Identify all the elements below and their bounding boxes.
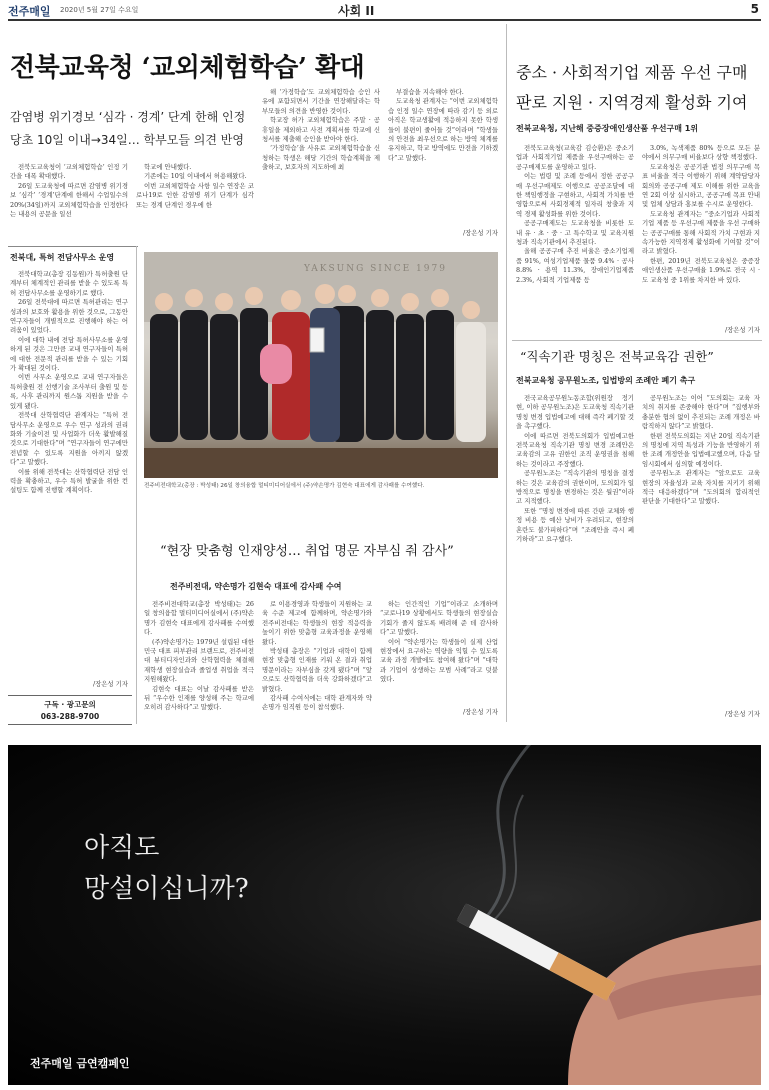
column-divider bbox=[506, 24, 507, 722]
subscribe-box bbox=[8, 695, 132, 725]
lead-col-3: 해 ‘가정학습’도 교외체험학습 승인 사유에 포함되면서 기간을 연장해달라는 학부모들의 의견을 반영한 것이다. 학교장 허가 교외체험학습은 주말 · 공휴일을 제외하고 사전 계획서를 학교에 신청서를 제출해 승인을 받아야 한다. ‘가정학습’을 사유로 교외체험학습을 신청하는 학생은 해당 기간의 학습계획을 제출하고, 보호자의 지도하에 최 bbox=[262, 88, 380, 172]
section-name: 사회 II bbox=[338, 4, 375, 18]
lead-col-2: 학교에 안내했다. 기존에는 10일 이내에서 허용해왔다. 이번 교외체험학습 사항 일수 연장은 코로나19로 인한 감염병 위기 단계가 심각 또는 경계 단계인 경우에 한 bbox=[136, 163, 254, 209]
right-top-subhead: 전북교육청, 지난해 중증장애인생산품 우선구매 1위 bbox=[516, 124, 699, 133]
subscribe-label: 구독 · 광고문의 bbox=[44, 700, 96, 709]
left-side-divider bbox=[8, 246, 138, 247]
right-bottom-headline: “직속기관 명칭은 전북교육감 권한” bbox=[520, 349, 714, 364]
lead-headline: 전북교육청 ‘교외체험학습’ 확대 bbox=[10, 53, 365, 83]
right-top-headline-1: 중소 · 사회적기업 제품 우선 구매 bbox=[516, 63, 748, 82]
feature-col-1: 전주비전대학교(총장 박성태)는 26일 창의융합 멀티미디어실에서 (주)약손명가 김현숙 대표에게 감사패를 수여했다. (주)약손명가는 1979년 설립된 대한민국 대표 피부관리 브랜드로, 전주비전대 뷰티디자인과와 산학협력을 체결해 재학생 현장실습과 졸업생 취업을 적극 지원해왔다. 김현숙 대표는 이날 감사패를 받은 뒤 “우수한 인재를 양성해 주는 학교에 오히려 감사하다”고 말했다. bbox=[144, 600, 254, 712]
right-top-divider bbox=[512, 340, 762, 341]
photo-people bbox=[144, 252, 498, 478]
right-bottom-byline: /장은성 기자 bbox=[724, 710, 760, 718]
photo-banner: YAKSUNG SINCE 1979 bbox=[304, 264, 447, 274]
ad-line-1: 아직도 bbox=[84, 833, 160, 863]
photo-caption: 전주비전대학교(총장 : 박성태) 26일 창의융합 멀티미디어실에서 (주)약손명가 김현숙 대표에게 감사패를 수여했다. bbox=[144, 483, 425, 489]
lead-sub2: 당초 10일 이내→34일… 학부모들 의견 반영 bbox=[10, 133, 244, 147]
cigarette-hand-illustration bbox=[8, 745, 761, 1085]
right-top-col-1: 전북도교육청(교육감 김승환)은 중소기업과 사회적기업 제품을 우선구매하는 공공구매제도를 운영하고 있다. 이는 법령 및 조례 등에서 정한 공공구매 우선구매제도 이행으로 공공조달에 대한 책임행정을 구현하고, 사회적 가치를 반영함으로써 사회경제적 일자리 창출과 지역 경제 활성화를 위한 것이다. 공공구매제도는 도교육청을 비롯한 도내 유 · 초 · 중 · 고 특수학교 및 교육지원청과 직속기관에서 추진된다. 올해 공공구매 추진 비율은 중소기업제품 91%, 여성기업제품 물품 9.4% · 공사 8.8% · 용역 11.3%, 장애인기업제품 2.3%, 사회적 기업제품 등 bbox=[516, 144, 634, 284]
paper-name: 전주매일 bbox=[8, 5, 51, 18]
right-bottom-col-2: 공무원노조는 이어 “도의회는 교육 자치의 취지를 존중해야 한다”며 “집행부와 충분한 협의 없이 추진되는 조례 개정은 바람직하지 않다”고 밝혔다. 한편 전북도의회는 지난 20일 직속기관의 명칭에 지역 특성과 기능을 반영하기 위한 조례 개정안을 입법예고했으며, 다음 달 임시회에서 심의할 예정이다. 공무원노조 관계자는 “앞으로도 교육 현장의 자율성과 교육 자치를 지키기 위해 적극 대응하겠다”며 “도의회의 합리적인 판단을 기대한다”고 말했다. bbox=[642, 394, 760, 506]
right-top-byline: /장은성 기자 bbox=[724, 326, 760, 334]
left-side-body: 전북대학교(총장 김동원)가 특허출원 단계부터 체계적인 관리를 받을 수 있도록 특허 전담사무소를 운영하기로 했다. 26일 전북대에 따르면 특허관리는 연구 성과의 보호와 활용을 위한 것으로, 그동안 연구자들이 개별적으로 진행해야 하는 어려움이 있었다. 이에 대학 내에 전담 특허사무소를 운영하게 된 것은 그만큼 교내 연구자들이 특허에 대한 전문적 관리를 받을 수 있는 기회가 확대된 것이다. 이번 사무소 운영으로 교내 연구자들은 특허출원 전 선행기술 조사부터 출원 및 등록, 사후 관리까지 원스톱 지원을 받을 수 있게 됐다. 전북대 산학협력단 관계자는 “특허 전담사무소 운영으로 우수 연구 성과의 권리화와 기술이전 및 사업화가 더욱 활발해질 것으로 기대한다”며 “연구자들이 연구에만 전념할 수 있도록 지원을 아끼지 않겠다”고 말했다. 이를 위해 전북대는 산학협력단 전담 인력을 확충하고, 우수 특허 발굴을 위한 컨설팅도 함께 진행할 계획이다. bbox=[10, 270, 128, 495]
lead-sub1: 감염병 위기경보 ‘심각 · 경계’ 단계 한해 인정 bbox=[10, 110, 246, 124]
no-smoking-ad bbox=[8, 745, 761, 1085]
feature-headline: “현장 맞춤형 인재양성… 취업 명문 자부심 줘 감사” bbox=[160, 544, 454, 559]
left-side-title: 전북대, 특허 전담사무소 운영 bbox=[10, 253, 115, 262]
event-photo bbox=[144, 252, 498, 478]
ad-footer: 전주매일 금연캠페인 bbox=[30, 1057, 130, 1070]
feature-subhead: 전주비전대, 약손명가 김현숙 대표에 감사패 수여 bbox=[170, 582, 342, 591]
left-side-byline: /장은성 기자 bbox=[92, 680, 128, 688]
right-bottom-col-1: 전국교육공무원노동조합(위원장 정기현, 이하 공무원노조)은 도교육청 직속기관 명칭 변경 입법예고에 대해 즉각 폐기할 것을 촉구했다. 이에 따르면 전북도의회가 입법예고한 전북교육청 직속기관 명칭 변경 조례안은 교육감의 고유 권한인 조직 운영권을 침해하는 것이라고 주장했다. 공무원노조는 “직속기관의 명칭을 결정하는 것은 교육감의 권한이며, 도의회가 일방적으로 명칭을 변경하는 것은 월권”이라고 지적했다. 또한 “명칭 변경에 따른 간판 교체와 행정 비용 등 예산 낭비가 우려되고, 현장의 혼란도 불가피하다”며 “조례안을 즉시 폐기하라”고 요구했다. bbox=[516, 394, 634, 544]
lead-col-1: 전북도교육청이 ‘교외체험학습’ 인정 기간을 대폭 확대했다. 26일 도교육청에 따르면 감염병 위기경보 ‘심각’ ‘경계’단계에 한해서 수업일수의 20%(34일)까지 교외체험학습을 인정한다는 내용의 공문을 일선 bbox=[10, 163, 128, 219]
feature-byline: /장은성 기자 bbox=[462, 708, 498, 716]
page-number: 5 bbox=[750, 2, 759, 16]
issue-date: 2020년 5월 27일 수요일 bbox=[60, 6, 139, 14]
lead-col-4: 부결습을 지속해야 한다. 도교육청 관계자는 “이번 교외체험학습 인정 일수 연장에 따라 감기 등 외로 아직은 학교생활에 적응하지 못한 학생들이 불편이 줄어들 것”이라며 “학생들의 안전을 최우선으로 하는 방역 체계를 유지하고, 학교 방역에도 만전을 기하겠다”고 말했다. bbox=[388, 88, 498, 162]
left-column-divider bbox=[136, 246, 137, 724]
header-rule bbox=[8, 19, 761, 21]
right-top-col-2: 3.0%, 녹색제품 80% 등으로 모든 분야에서 의무구매 비율보다 상향 책정했다. 도교육청은 공공기관 법정 의무구매 목표 비율을 적극 이행하기 위해 계약담당자 회의와 공공구매 제도 이해를 위한 교육을 연 2회 이상 실시하고, 공공구매 목표 안내 및 업체 상담과 홍보를 수시로 운영한다. 도교육청 관계자는 “중소기업과 사회적기업 제품 등 우선구매 제품을 우선 구매하는 공공구매를 통해 사회적 가치 구현과 지속가능한 지역경제 활성화에 기여할 것”이라고 밝혔다. 한편, 2019년 전북도교육청은 중증장애인생산품 우선구매율 1.9%로 전국 시 · 도 교육청 중 1위를 차지한 바 있다. bbox=[642, 144, 760, 284]
feature-col-2: 로 이용경영과 학생들이 지원하는 교육 수준 제고에 함께하며, 약손명가와 전주비전대는 학생들의 현장 적응력을 높이기 위한 맞춤형 교육과정을 운영해왔다. 박성태 총장은 “기업과 대학이 함께 현장 맞춤형 인재를 키워 온 결과 취업 명문이라는 자부심을 갖게 됐다”며 “앞으로도 산학협력을 더욱 강화하겠다”고 밝혔다. 감사패 수여식에는 대학 관계자와 약손명가 임직원 등이 참석했다. bbox=[262, 600, 372, 712]
feature-col-3: 하는 인간적인 기업”이라고 소개하며 “코로나19 상황에서도 학생들의 현장실습 기회가 줄지 않도록 배려해 준 데 감사하다”고 말했다. 이어 “약손명가는 학생들이 실제 산업 현장에서 요구하는 역량을 익힐 수 있도록 교육 과정 개발에도 참여해 왔다”며 “대학과 기업이 상생하는 모범 사례”라고 덧붙였다. bbox=[380, 600, 498, 684]
page-header bbox=[8, 3, 761, 19]
right-bottom-subhead: 전북교육청 공무원노조, 입법방의 조례안 폐기 촉구 bbox=[516, 376, 696, 385]
right-top-headline-2: 판로 지원 · 지역경제 활성화 기여 bbox=[516, 93, 748, 112]
subscribe-phone: 063-288-9700 bbox=[40, 712, 100, 721]
lead-byline: /장은성 기자 bbox=[462, 229, 498, 237]
ad-line-2: 망설이십니까? bbox=[84, 874, 249, 904]
